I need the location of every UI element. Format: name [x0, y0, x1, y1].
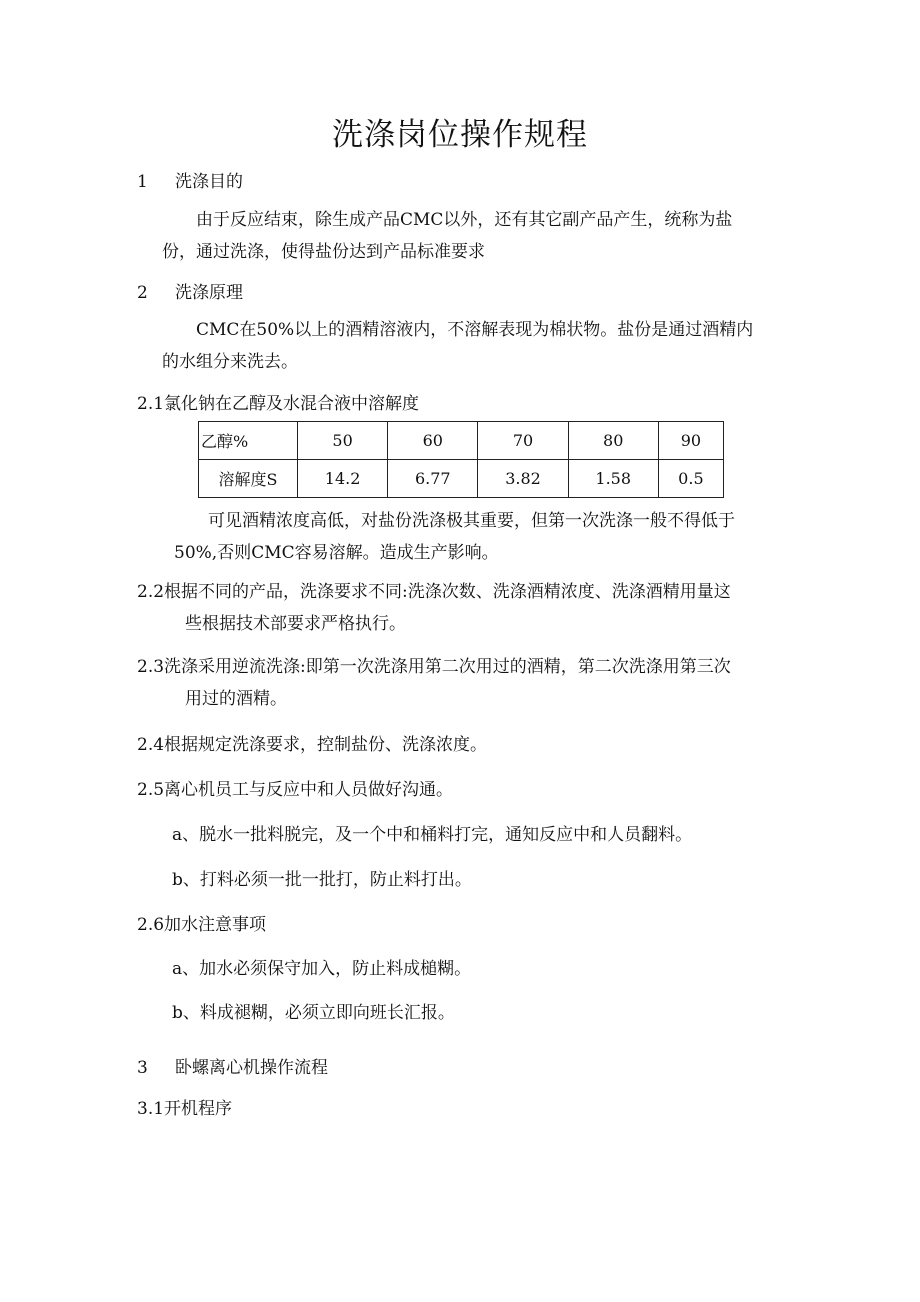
note-line-2: 50%,否则CMC容易溶解。造成生产影响。 — [174, 543, 499, 563]
page-title: 洗涤岗位操作规程 — [332, 117, 588, 153]
subsection-2-6-item-a: a、加水必须保守加入，防止料成槌糊。 — [172, 959, 472, 979]
table-cell: 1.58 — [568, 460, 658, 498]
subsection-2-5-item-a: a、脱水一批料脱完，及一个中和桶料打完，通知反应中和人员翻料。 — [172, 825, 693, 845]
section-2-title: 洗涤原理 — [175, 283, 243, 303]
table-cell: 6.77 — [388, 460, 478, 498]
subsection-3-1-title: 3.1开机程序 — [137, 1099, 233, 1119]
section-1-number: 1 — [137, 172, 148, 192]
subsection-2-3-line-1: 2.3洗涤采用逆流洗涤:即第一次洗涤用第二次用过的酒精，第二次洗涤用第三次 — [137, 657, 731, 677]
solubility-table — [198, 421, 724, 498]
table-row-label-solubility: 溶解度S — [199, 460, 298, 498]
subsection-2-1-title: 2.1氯化钠在乙醇及水混合液中溶解度 — [137, 394, 420, 414]
table-cell: 0.5 — [658, 460, 723, 498]
subsection-2-3 — [137, 651, 731, 715]
subsection-2-2 — [137, 576, 731, 640]
table-row — [199, 422, 724, 460]
table-cell: 80 — [568, 422, 658, 460]
section-2-line-2: 的水组分来洗去。 — [162, 352, 298, 372]
table-row-label-ethanol: 乙醇% — [199, 422, 298, 460]
subsection-2-5-item-b: b、打料必须一批一批打，防止料打出。 — [172, 870, 472, 890]
subsection-2-3-line-2: 用过的酒精。 — [185, 689, 287, 709]
subsection-2-2-line-2: 些根据技术部要求严格执行。 — [185, 614, 406, 634]
section-2-heading — [137, 281, 243, 305]
section-1-line-2: 份，通过洗涤，使得盐份达到产品标准要求 — [162, 242, 485, 262]
table-cell: 60 — [388, 422, 478, 460]
section-3-heading — [137, 1056, 328, 1080]
table-cell: 14.2 — [298, 460, 388, 498]
subsection-2-5-title: 2.5离心机员工与反应中和人员做好沟通。 — [137, 780, 454, 800]
section-2-paragraph — [162, 314, 753, 378]
section-1-paragraph — [162, 204, 732, 268]
section-3-title: 卧螺离心机操作流程 — [175, 1058, 328, 1078]
section-1-title: 洗涤目的 — [175, 172, 243, 192]
section-3-number: 3 — [137, 1058, 148, 1078]
subsection-2-4: 2.4根据规定洗涤要求，控制盐份、洗涤浓度。 — [137, 735, 488, 755]
table-cell: 90 — [658, 422, 723, 460]
section-2-line-1: CMC在50%以上的酒精溶液内，不溶解表现为棉状物。盐份是通过酒精内 — [196, 320, 754, 340]
table-cell: 70 — [478, 422, 568, 460]
subsection-2-2-line-1: 2.2根据不同的产品，洗涤要求不同:洗涤次数、洗涤酒精浓度、洗涤酒精用量这 — [137, 582, 731, 602]
note-line-1: 可见酒精浓度高低，对盐份洗涤极其重要，但第一次洗涤一般不得低于 — [208, 511, 735, 531]
subsection-2-1-note — [174, 505, 735, 569]
table-cell: 3.82 — [478, 460, 568, 498]
subsection-2-6-item-b: b、料成褪糊，必须立即向班长汇报。 — [172, 1003, 455, 1023]
table-row — [199, 460, 724, 498]
subsection-2-6-title: 2.6加水注意事项 — [137, 915, 267, 935]
section-1-heading — [137, 170, 243, 194]
section-2-number: 2 — [137, 283, 148, 303]
section-1-line-1: 由于反应结束，除生成产品CMC以外，还有其它副产品产生，统称为盐 — [196, 210, 733, 230]
table-cell: 50 — [298, 422, 388, 460]
